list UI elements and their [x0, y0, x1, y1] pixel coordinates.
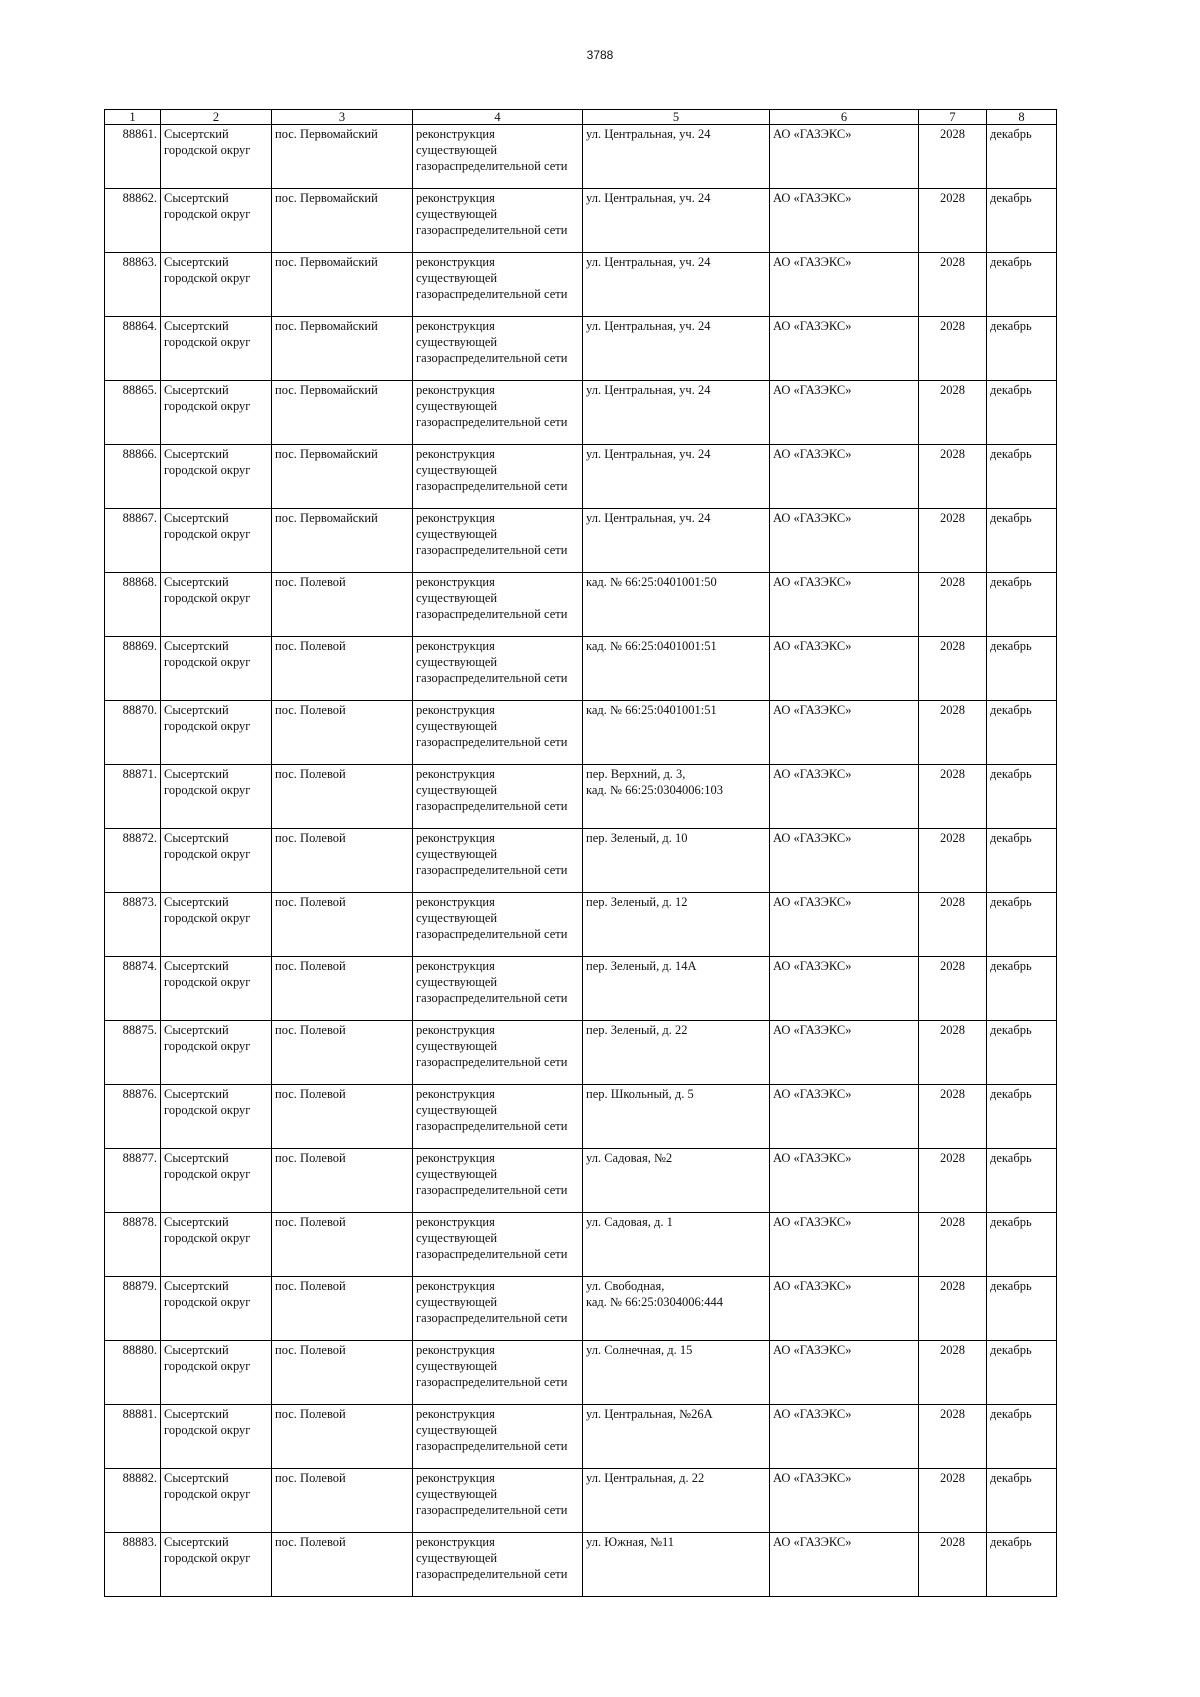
column-header: 1: [105, 110, 161, 125]
table-row: [105, 1533, 1057, 1597]
month-cell: декабрь: [987, 381, 1057, 445]
district-cell: Сысертский городской округ: [161, 957, 272, 1021]
settlement-cell: пос. Первомайский: [272, 189, 413, 253]
district-cell: Сысертский городской округ: [161, 1341, 272, 1405]
row-number: 88866.: [105, 445, 161, 509]
row-number: 88874.: [105, 957, 161, 1021]
district-cell: Сысертский городской округ: [161, 573, 272, 637]
year-cell: 2028: [919, 189, 987, 253]
organization-cell: АО «ГАЗЭКС»: [770, 1341, 919, 1405]
district-cell: Сысертский городской округ: [161, 1277, 272, 1341]
organization-cell: АО «ГАЗЭКС»: [770, 1021, 919, 1085]
month-cell: декабрь: [987, 1277, 1057, 1341]
month-cell: декабрь: [987, 893, 1057, 957]
row-number: 88881.: [105, 1405, 161, 1469]
organization-cell: АО «ГАЗЭКС»: [770, 1533, 919, 1597]
district-cell: Сысертский городской округ: [161, 701, 272, 765]
table-row: [105, 1469, 1057, 1533]
row-number: 88868.: [105, 573, 161, 637]
work-type-cell: реконструкция существующей газораспределительной сети: [413, 637, 583, 701]
table-row: [105, 1277, 1057, 1341]
organization-cell: АО «ГАЗЭКС»: [770, 1469, 919, 1533]
month-cell: декабрь: [987, 125, 1057, 189]
column-header: 4: [413, 110, 583, 125]
district-cell: Сысертский городской округ: [161, 829, 272, 893]
column-header: 3: [272, 110, 413, 125]
organization-cell: АО «ГАЗЭКС»: [770, 1085, 919, 1149]
address-cell: кад. № 66:25:0401001:51: [583, 701, 770, 765]
year-cell: 2028: [919, 637, 987, 701]
table-row: [105, 957, 1057, 1021]
settlement-cell: пос. Полевой: [272, 637, 413, 701]
settlement-cell: пос. Полевой: [272, 1341, 413, 1405]
settlement-cell: пос. Полевой: [272, 573, 413, 637]
year-cell: 2028: [919, 1277, 987, 1341]
row-number: 88869.: [105, 637, 161, 701]
year-cell: 2028: [919, 1021, 987, 1085]
registry-table: [104, 109, 1057, 1597]
row-number: 88865.: [105, 381, 161, 445]
work-type-cell: реконструкция существующей газораспределительной сети: [413, 1149, 583, 1213]
row-number: 88872.: [105, 829, 161, 893]
year-cell: 2028: [919, 509, 987, 573]
column-number-row: [105, 110, 1057, 125]
district-cell: Сысертский городской округ: [161, 381, 272, 445]
year-cell: 2028: [919, 893, 987, 957]
table-row: [105, 1085, 1057, 1149]
year-cell: 2028: [919, 829, 987, 893]
month-cell: декабрь: [987, 253, 1057, 317]
year-cell: 2028: [919, 1085, 987, 1149]
year-cell: 2028: [919, 253, 987, 317]
table-row: [105, 509, 1057, 573]
row-number: 88873.: [105, 893, 161, 957]
district-cell: Сысертский городской округ: [161, 1085, 272, 1149]
year-cell: 2028: [919, 1533, 987, 1597]
settlement-cell: пос. Первомайский: [272, 381, 413, 445]
work-type-cell: реконструкция существующей газораспределительной сети: [413, 1277, 583, 1341]
address-cell: ул. Свободная, кад. № 66:25:0304006:444: [583, 1277, 770, 1341]
month-cell: декабрь: [987, 1149, 1057, 1213]
address-cell: ул. Центральная, уч. 24: [583, 509, 770, 573]
row-number: 88861.: [105, 125, 161, 189]
table-row: [105, 125, 1057, 189]
work-type-cell: реконструкция существующей газораспределительной сети: [413, 1405, 583, 1469]
work-type-cell: реконструкция существующей газораспределительной сети: [413, 381, 583, 445]
table-row: [105, 765, 1057, 829]
settlement-cell: пос. Первомайский: [272, 317, 413, 381]
row-number: 88876.: [105, 1085, 161, 1149]
month-cell: декабрь: [987, 1021, 1057, 1085]
organization-cell: АО «ГАЗЭКС»: [770, 637, 919, 701]
settlement-cell: пос. Полевой: [272, 1021, 413, 1085]
address-cell: пер. Зеленый, д. 12: [583, 893, 770, 957]
month-cell: декабрь: [987, 637, 1057, 701]
column-header: 8: [987, 110, 1057, 125]
settlement-cell: пос. Полевой: [272, 765, 413, 829]
organization-cell: АО «ГАЗЭКС»: [770, 381, 919, 445]
district-cell: Сысертский городской округ: [161, 1533, 272, 1597]
organization-cell: АО «ГАЗЭКС»: [770, 701, 919, 765]
row-number: 88871.: [105, 765, 161, 829]
year-cell: 2028: [919, 957, 987, 1021]
organization-cell: АО «ГАЗЭКС»: [770, 1149, 919, 1213]
table-row: [105, 1021, 1057, 1085]
year-cell: 2028: [919, 1213, 987, 1277]
work-type-cell: реконструкция существующей газораспределительной сети: [413, 253, 583, 317]
address-cell: ул. Центральная, уч. 24: [583, 125, 770, 189]
month-cell: декабрь: [987, 1469, 1057, 1533]
row-number: 88864.: [105, 317, 161, 381]
district-cell: Сысертский городской округ: [161, 1021, 272, 1085]
work-type-cell: реконструкция существующей газораспределительной сети: [413, 1533, 583, 1597]
month-cell: декабрь: [987, 573, 1057, 637]
organization-cell: АО «ГАЗЭКС»: [770, 1213, 919, 1277]
organization-cell: АО «ГАЗЭКС»: [770, 765, 919, 829]
address-cell: ул. Садовая, д. 1: [583, 1213, 770, 1277]
organization-cell: АО «ГАЗЭКС»: [770, 1277, 919, 1341]
district-cell: Сысертский городской округ: [161, 445, 272, 509]
address-cell: ул. Садовая, №2: [583, 1149, 770, 1213]
settlement-cell: пос. Первомайский: [272, 253, 413, 317]
table-row: [105, 189, 1057, 253]
settlement-cell: пос. Полевой: [272, 1085, 413, 1149]
district-cell: Сысертский городской округ: [161, 893, 272, 957]
table-row: [105, 637, 1057, 701]
address-cell: ул. Центральная, уч. 24: [583, 445, 770, 509]
district-cell: Сысертский городской округ: [161, 253, 272, 317]
settlement-cell: пос. Полевой: [272, 893, 413, 957]
table-row: [105, 1341, 1057, 1405]
work-type-cell: реконструкция существующей газораспределительной сети: [413, 509, 583, 573]
table-row: [105, 829, 1057, 893]
month-cell: декабрь: [987, 701, 1057, 765]
year-cell: 2028: [919, 1405, 987, 1469]
month-cell: декабрь: [987, 1341, 1057, 1405]
address-cell: ул. Солнечная, д. 15: [583, 1341, 770, 1405]
work-type-cell: реконструкция существующей газораспределительной сети: [413, 765, 583, 829]
organization-cell: АО «ГАЗЭКС»: [770, 829, 919, 893]
organization-cell: АО «ГАЗЭКС»: [770, 1405, 919, 1469]
year-cell: 2028: [919, 1469, 987, 1533]
district-cell: Сысертский городской округ: [161, 1405, 272, 1469]
district-cell: Сысертский городской округ: [161, 1149, 272, 1213]
month-cell: декабрь: [987, 509, 1057, 573]
year-cell: 2028: [919, 445, 987, 509]
district-cell: Сысертский городской округ: [161, 317, 272, 381]
organization-cell: АО «ГАЗЭКС»: [770, 957, 919, 1021]
work-type-cell: реконструкция существующей газораспределительной сети: [413, 125, 583, 189]
settlement-cell: пос. Полевой: [272, 957, 413, 1021]
address-cell: ул. Центральная, д. 22: [583, 1469, 770, 1533]
month-cell: декабрь: [987, 829, 1057, 893]
settlement-cell: пос. Полевой: [272, 1149, 413, 1213]
organization-cell: АО «ГАЗЭКС»: [770, 893, 919, 957]
address-cell: ул. Центральная, №26А: [583, 1405, 770, 1469]
settlement-cell: пос. Первомайский: [272, 509, 413, 573]
settlement-cell: пос. Полевой: [272, 1533, 413, 1597]
organization-cell: АО «ГАЗЭКС»: [770, 445, 919, 509]
address-cell: ул. Южная, №11: [583, 1533, 770, 1597]
work-type-cell: реконструкция существующей газораспределительной сети: [413, 957, 583, 1021]
settlement-cell: пос. Полевой: [272, 1469, 413, 1533]
table-row: [105, 445, 1057, 509]
settlement-cell: пос. Полевой: [272, 1277, 413, 1341]
district-cell: Сысертский городской округ: [161, 509, 272, 573]
year-cell: 2028: [919, 1341, 987, 1405]
address-cell: ул. Центральная, уч. 24: [583, 189, 770, 253]
work-type-cell: реконструкция существующей газораспределительной сети: [413, 573, 583, 637]
column-header: 7: [919, 110, 987, 125]
work-type-cell: реконструкция существующей газораспределительной сети: [413, 893, 583, 957]
column-header: 6: [770, 110, 919, 125]
year-cell: 2028: [919, 317, 987, 381]
table-row: [105, 893, 1057, 957]
table-row: [105, 573, 1057, 637]
month-cell: декабрь: [987, 1405, 1057, 1469]
column-header: 2: [161, 110, 272, 125]
work-type-cell: реконструкция существующей газораспределительной сети: [413, 317, 583, 381]
district-cell: Сысертский городской округ: [161, 189, 272, 253]
month-cell: декабрь: [987, 1085, 1057, 1149]
address-cell: ул. Центральная, уч. 24: [583, 381, 770, 445]
work-type-cell: реконструкция существующей газораспределительной сети: [413, 701, 583, 765]
month-cell: декабрь: [987, 1213, 1057, 1277]
year-cell: 2028: [919, 125, 987, 189]
district-cell: Сысертский городской округ: [161, 125, 272, 189]
settlement-cell: пос. Полевой: [272, 701, 413, 765]
row-number: 88863.: [105, 253, 161, 317]
work-type-cell: реконструкция существующей газораспределительной сети: [413, 1213, 583, 1277]
table-row: [105, 317, 1057, 381]
settlement-cell: пос. Полевой: [272, 1405, 413, 1469]
work-type-cell: реконструкция существующей газораспределительной сети: [413, 445, 583, 509]
table-row: [105, 1405, 1057, 1469]
year-cell: 2028: [919, 701, 987, 765]
month-cell: декабрь: [987, 957, 1057, 1021]
work-type-cell: реконструкция существующей газораспределительной сети: [413, 829, 583, 893]
month-cell: декабрь: [987, 765, 1057, 829]
column-header: 5: [583, 110, 770, 125]
year-cell: 2028: [919, 1149, 987, 1213]
month-cell: декабрь: [987, 317, 1057, 381]
organization-cell: АО «ГАЗЭКС»: [770, 317, 919, 381]
table-row: [105, 381, 1057, 445]
row-number: 88879.: [105, 1277, 161, 1341]
year-cell: 2028: [919, 573, 987, 637]
page-number: 3788: [586, 48, 614, 62]
address-cell: кад. № 66:25:0401001:51: [583, 637, 770, 701]
month-cell: декабрь: [987, 189, 1057, 253]
table-row: [105, 1149, 1057, 1213]
address-cell: пер. Зеленый, д. 10: [583, 829, 770, 893]
row-number: 88875.: [105, 1021, 161, 1085]
row-number: 88862.: [105, 189, 161, 253]
organization-cell: АО «ГАЗЭКС»: [770, 189, 919, 253]
district-cell: Сысертский городской округ: [161, 765, 272, 829]
row-number: 88877.: [105, 1149, 161, 1213]
row-number: 88870.: [105, 701, 161, 765]
row-number: 88883.: [105, 1533, 161, 1597]
settlement-cell: пос. Первомайский: [272, 445, 413, 509]
work-type-cell: реконструкция существующей газораспределительной сети: [413, 1085, 583, 1149]
organization-cell: АО «ГАЗЭКС»: [770, 573, 919, 637]
work-type-cell: реконструкция существующей газораспределительной сети: [413, 1021, 583, 1085]
year-cell: 2028: [919, 765, 987, 829]
work-type-cell: реконструкция существующей газораспределительной сети: [413, 189, 583, 253]
address-cell: ул. Центральная, уч. 24: [583, 317, 770, 381]
table-body: [105, 125, 1057, 1597]
settlement-cell: пос. Полевой: [272, 829, 413, 893]
row-number: 88867.: [105, 509, 161, 573]
settlement-cell: пос. Полевой: [272, 1213, 413, 1277]
table-row: [105, 701, 1057, 765]
organization-cell: АО «ГАЗЭКС»: [770, 509, 919, 573]
settlement-cell: пос. Первомайский: [272, 125, 413, 189]
work-type-cell: реконструкция существующей газораспределительной сети: [413, 1469, 583, 1533]
month-cell: декабрь: [987, 445, 1057, 509]
month-cell: декабрь: [987, 1533, 1057, 1597]
row-number: 88880.: [105, 1341, 161, 1405]
organization-cell: АО «ГАЗЭКС»: [770, 253, 919, 317]
district-cell: Сысертский городской округ: [161, 637, 272, 701]
organization-cell: АО «ГАЗЭКС»: [770, 125, 919, 189]
row-number: 88878.: [105, 1213, 161, 1277]
table-row: [105, 1213, 1057, 1277]
year-cell: 2028: [919, 381, 987, 445]
district-cell: Сысертский городской округ: [161, 1213, 272, 1277]
row-number: 88882.: [105, 1469, 161, 1533]
table-row: [105, 253, 1057, 317]
work-type-cell: реконструкция существующей газораспределительной сети: [413, 1341, 583, 1405]
district-cell: Сысертский городской округ: [161, 1469, 272, 1533]
address-cell: пер. Зеленый, д. 22: [583, 1021, 770, 1085]
address-cell: пер. Школьный, д. 5: [583, 1085, 770, 1149]
address-cell: пер. Верхний, д. 3, кад. № 66:25:0304006:103: [583, 765, 770, 829]
address-cell: кад. № 66:25:0401001:50: [583, 573, 770, 637]
address-cell: ул. Центральная, уч. 24: [583, 253, 770, 317]
address-cell: пер. Зеленый, д. 14А: [583, 957, 770, 1021]
